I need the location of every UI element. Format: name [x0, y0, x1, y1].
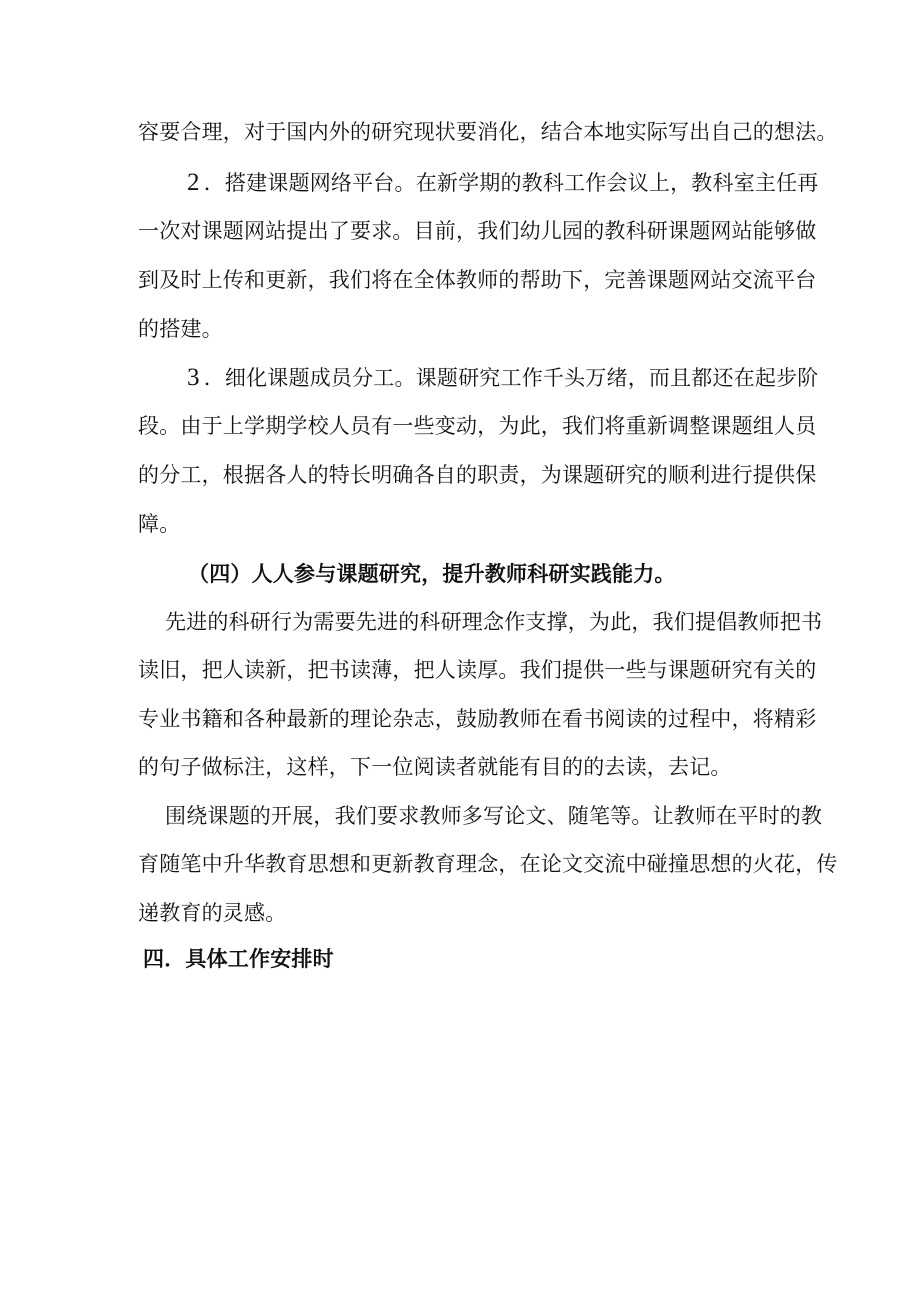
item-3-number: 3: [187, 364, 200, 391]
item-2-number: 2: [187, 169, 200, 196]
item-3-line-1: [187, 362, 819, 394]
paragraph-reading-line-3: 专业书籍和各种最新的理论杂志，鼓励教师在看书阅读的过程中，将精彩: [138, 707, 817, 731]
item-3-text: ．细化课题成员分工。课题研究工作千头万绪，而且都还在起步阶: [203, 366, 819, 390]
item-2-text: ．搭建课题网络平台。在新学期的教科工作会议上，教科室主任再: [203, 171, 819, 195]
section-four-heading: （四）人人参与课题研究，提升教师科研实践能力。: [188, 562, 676, 586]
item-2-line-1: [187, 167, 819, 199]
section-four-title: 四．具体工作安排时: [143, 947, 334, 971]
item-2-line-3: 到及时上传和更新，我们将在全体教师的帮助下，完善课题网站交流平台: [138, 268, 817, 292]
paragraph-reading-line-4: 的句子做标注，这样，下一位阅读者就能有目的的去读，去记。: [138, 755, 732, 779]
item-3-line-2: 段。由于上学期学校人员有一些变动，为此，我们将重新调整课题组人员: [138, 414, 817, 438]
paragraph-reading-line-1: 先进的科研行为需要先进的科研理念作支撑，为此，我们提倡教师把书: [165, 610, 823, 634]
paragraph-writing-line-3: 递教育的灵感。: [138, 901, 287, 925]
paragraph-reading-line-2: 读旧，把人读新，把书读薄，把人读厚。我们提供一些与课题研究有关的: [138, 658, 817, 682]
item-2-line-2: 一次对课题网站提出了要求。目前，我们幼儿园的教科研课题网站能够做: [138, 219, 817, 243]
paragraph-writing-line-2: 育随笔中升华教育思想和更新教育理念，在论文交流中碰撞思想的火花，传: [138, 852, 838, 876]
paragraph-1-line-1: 容要合理，对于国内外的研究现状要消化，结合本地实际写出自己的想法。: [138, 120, 838, 144]
item-2-line-4: 的搭建。: [138, 317, 223, 341]
paragraph-writing-line-1: 围绕课题的开展，我们要求教师多写论文、随笔等。让教师在平时的教: [165, 804, 823, 828]
item-3-line-3: 的分工，根据各人的特长明确各自的职责，为课题研究的顺利进行提供保: [138, 463, 817, 487]
item-3-line-4: 障。: [138, 512, 181, 536]
